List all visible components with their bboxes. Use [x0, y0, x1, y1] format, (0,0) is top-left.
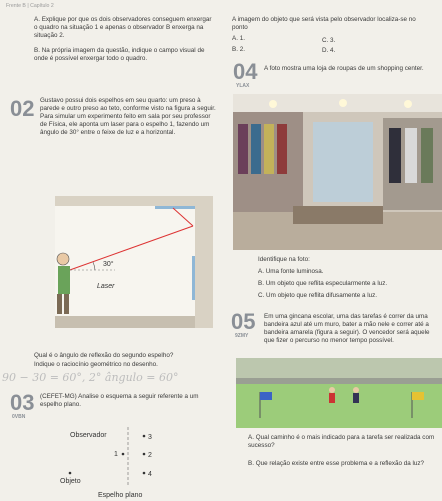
mirror-panel: [313, 122, 373, 202]
question-1-intro: A imagem do objeto que será vista pelo observador localiza-se no ponto: [232, 16, 416, 31]
observer-label: Observador: [70, 432, 107, 439]
question-05-b: B. Que relação existe entre esse problema e a reflexão da luz?: [248, 460, 425, 467]
plane-mirror-diagram: [40, 425, 220, 500]
wall-base: [236, 378, 442, 384]
figure-background: [55, 196, 213, 328]
question-05-number: 05: [231, 309, 256, 334]
gincana-figure: [236, 358, 442, 428]
laser-label: Laser: [97, 283, 115, 290]
option-a: A. 1.: [232, 35, 245, 42]
runner-head: [329, 387, 335, 393]
grass-field: [236, 384, 442, 428]
option-b: B. 2.: [232, 46, 245, 53]
point-4-label: 4: [148, 471, 152, 478]
person-right-leg: [64, 294, 69, 314]
ceiling-mirror: [155, 206, 195, 209]
wall: [195, 196, 213, 328]
point-1-dot: [122, 453, 125, 456]
object-label: Objeto: [60, 478, 81, 485]
runner-2-body: [353, 393, 359, 403]
garment-3: [264, 124, 274, 174]
clothing-store-photo: [233, 94, 442, 250]
question-03-number: 03: [10, 390, 35, 415]
question-04-code: YLAX: [236, 83, 250, 89]
runner-2-head: [353, 387, 359, 393]
point-3-label: 3: [148, 434, 152, 441]
question-1b-text: B. Na própria imagem da questão, indique o campo visual de onde é possível enxergar todo o quadro.: [34, 47, 205, 62]
option-d: D. 4.: [322, 47, 336, 54]
question-05-a: A. Qual caminho é o mais indicado para a tarefa ser realizada com sucesso?: [248, 434, 435, 449]
question-02-instruction: Indique o raciocínio geométrico no desenho.: [34, 361, 158, 368]
identify-b: B. Um objeto que reflita especularmente a luz.: [258, 280, 388, 287]
point-3-dot: [143, 435, 146, 438]
page-header: Frente B | Capítulo 2: [6, 3, 54, 9]
point-1-label: 1: [114, 451, 118, 458]
runner-body: [329, 393, 335, 403]
garment-2: [251, 124, 261, 174]
object-dot: [69, 472, 72, 475]
point-4-dot: [143, 472, 146, 475]
ceiling-light-3: [404, 100, 412, 108]
identify-a: A. Uma fonte luminosa.: [258, 268, 324, 275]
point-2-dot: [143, 453, 146, 456]
person-left-leg: [57, 294, 62, 314]
mirror-label: Espelho plano: [98, 492, 143, 499]
question-1a-text: A. Explique por que os dois observadores conseguem enxergar o quadro na situação 1 e apenas o observador B enxerga na situação 2.: [34, 16, 212, 39]
person-body: [58, 266, 70, 294]
display-table: [293, 206, 383, 224]
student-handwriting: 90 − 30 = 60°, 2° ângulo = 60°: [2, 371, 179, 384]
question-05-code: 9ZMY: [235, 333, 249, 339]
garment-1: [238, 124, 248, 174]
angle-label: 30°: [103, 261, 114, 268]
wall-mirror: [192, 256, 195, 300]
question-04-text: A foto mostra uma loja de roupas de um shopping center.: [264, 65, 424, 72]
option-c: C. 3.: [322, 37, 336, 44]
point-2-label: 2: [148, 452, 152, 459]
identify-c: C. Um objeto que reflita difusamente a luz.: [258, 292, 378, 299]
question-02-number: 02: [10, 96, 35, 121]
mirror-room-figure: [55, 196, 213, 328]
garment-6: [405, 128, 417, 183]
yellow-flag: [412, 392, 424, 400]
floor: [55, 316, 213, 328]
blue-flag: [260, 392, 272, 400]
person-head: [57, 253, 69, 265]
ceiling: [55, 196, 213, 206]
identify-heading: Identifique na foto:: [258, 256, 310, 263]
garment-5: [389, 128, 401, 183]
question-03-text: (CEFET-MG) Analise o esquema a seguir referente a um espelho plano.: [40, 393, 199, 408]
ceiling-light-1: [269, 100, 277, 108]
question-03-code: 0VBN: [12, 414, 26, 420]
garment-7: [421, 128, 433, 183]
garment-4: [277, 124, 287, 174]
question-02-question: Qual é o ângulo de reflexão do segundo espelho?: [34, 352, 174, 359]
ceiling-light-2: [339, 99, 347, 107]
question-02-text: Gustavo possui dois espelhos em seu quarto: um preso à parede e outro preso ao teto, conforme visto na figura a seguir. Para simular um experimento feito em sala por seu professor de Física, ele aponta um laser para o espelho 1, fazendo um ângulo de 30° entre o feixe de luz e a horizontal.: [40, 97, 216, 136]
question-05-text: Em uma gincana escolar, uma das tarefas é correr da uma bandeira azul até um muro, bater a mão nele e correr até a bandeira amarela (figura a seguir). O vencedor será aquele que fizer o percurso no menor tempo possível.: [264, 313, 430, 344]
question-04-number: 04: [233, 59, 258, 84]
